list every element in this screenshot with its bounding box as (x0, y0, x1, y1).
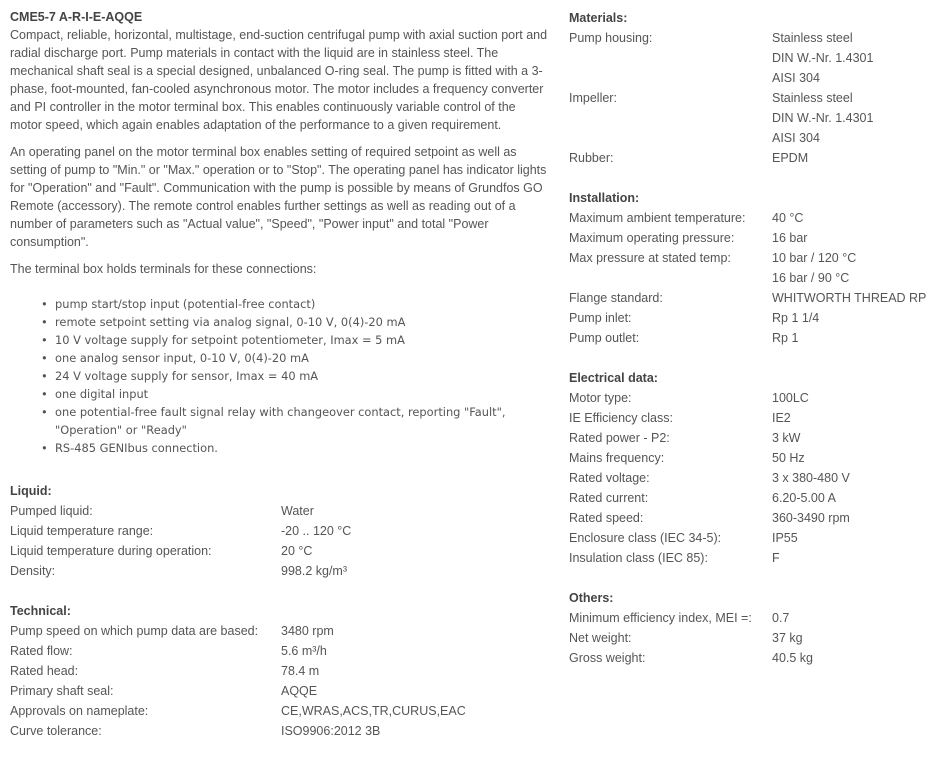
spec-row (569, 388, 943, 408)
spec-value: 40 °C (772, 211, 804, 225)
description-paragraph: Compact, reliable, horizontal, multistage, end-suction centrifugal pump with axial suction port and radial discharge port. Pump materials in contact with the liquid are in stainless steel. The mechanical shaft seal is a special designed, unbalanced O-ring seal. The pump is fitted with a 3-phase, foot-mounted, fan-cooled asynchronous motor. The motor includes a frequency converter and PI controller in the motor terminal box. This enables continuously variable control of the motor speed, which again enables adaptation of the performance to a given requirement. (10, 28, 548, 132)
spec-value: 6.20-5.00 A (772, 491, 836, 505)
spec-label: Maximum operating pressure: (569, 231, 735, 245)
spec-row (569, 548, 943, 568)
list-item: • pump start/stop input (potential-free contact) (55, 295, 550, 313)
spec-value (772, 28, 873, 88)
spec-value: 5.6 m³/h (281, 644, 327, 658)
spec-value: WHITWORTH THREAD RP (772, 291, 927, 305)
spec-row (569, 248, 943, 288)
spec-value-line: 10 bar / 120 °C (772, 251, 857, 265)
installation-section (569, 188, 943, 348)
specifications-column (569, 8, 943, 668)
spec-value: 20 °C (281, 544, 313, 558)
spec-label: Density: (10, 564, 56, 578)
spec-value: 100LC (772, 391, 809, 405)
spec-label: Impeller: (569, 91, 617, 105)
spec-row (569, 648, 943, 668)
spec-value: 3 kW (772, 431, 801, 445)
spec-value-line: Stainless steel (772, 91, 853, 105)
spec-row (569, 228, 943, 248)
section-title: Electrical data: (569, 371, 658, 385)
spec-row (10, 681, 550, 701)
spec-value: IP55 (772, 531, 798, 545)
list-item: • one digital input (55, 385, 550, 403)
section-title: Liquid: (10, 484, 52, 498)
list-item: • 10 V voltage supply for setpoint potentiometer, Imax = 5 mA (55, 331, 550, 349)
spec-value-line: AISI 304 (772, 71, 820, 85)
spec-label: Enclosure class (IEC 34-5): (569, 531, 722, 545)
spec-label: Rated flow: (10, 644, 73, 658)
spec-value-line: AISI 304 (772, 131, 820, 145)
list-item: • 24 V voltage supply for sensor, Imax = 40 mA (55, 367, 550, 385)
spec-value: 3 x 380-480 V (772, 471, 850, 485)
spec-row (10, 661, 550, 681)
description-paragraph: An operating panel on the motor terminal box enables setting of required setpoint as well as setting of pump to "Min." or "Max." operation or to "Stop". The operating panel has indicator lights for "Operation" and "Fault". Communication with the pump is possible by means of Grundfos GO Remote (accessory). The remote control enables further settings as well as reading out of a number of parameters such as "Actual value", "Speed", "Power input" and total "Power consumption". (10, 145, 547, 249)
section-title: Technical: (10, 604, 71, 618)
spec-label: IE Efficiency class: (569, 411, 673, 425)
spec-label: Rated speed: (569, 511, 644, 525)
spec-value: Rp 1 (772, 331, 799, 345)
spec-label: Mains frequency: (569, 451, 665, 465)
spec-value: Rp 1 1/4 (772, 311, 820, 325)
spec-label: Rated current: (569, 491, 649, 505)
spec-label: Pumped liquid: (10, 504, 93, 518)
product-description-column (10, 8, 550, 741)
materials-section (569, 8, 943, 168)
spec-row (10, 641, 550, 661)
spec-label: Net weight: (569, 631, 632, 645)
spec-value-line: 16 bar / 90 °C (772, 271, 850, 285)
spec-row (10, 621, 550, 641)
spec-row (569, 468, 943, 488)
product-title: CME5-7 A-R-I-E-AQQE (10, 10, 143, 24)
spec-row (569, 28, 943, 88)
list-item: • RS-485 GENIbus connection. (55, 439, 550, 457)
spec-label: Minimum efficiency index, MEI =: (569, 611, 752, 625)
spec-row (569, 608, 943, 628)
spec-label: Pump housing: (569, 31, 653, 45)
spec-value: Water (281, 504, 314, 518)
spec-row (10, 541, 550, 561)
spec-row (569, 288, 943, 308)
spec-value: CE,WRAS,ACS,TR,CURUS,EAC (281, 704, 466, 718)
spec-row (569, 448, 943, 468)
list-item: • one analog sensor input, 0-10 V, 0(4)-20 mA (55, 349, 550, 367)
spec-value: 78.4 m (281, 664, 320, 678)
spec-label: Curve tolerance: (10, 724, 102, 738)
spec-value: AQQE (281, 684, 318, 698)
spec-row (569, 428, 943, 448)
spec-value: 0.7 (772, 611, 790, 625)
spec-label: Motor type: (569, 391, 632, 405)
list-item: • remote setpoint setting via analog signal, 0-10 V, 0(4)-20 mA (55, 313, 550, 331)
spec-row (10, 561, 550, 581)
spec-label: Liquid temperature during operation: (10, 544, 212, 558)
spec-value: 37 kg (772, 631, 803, 645)
spec-label: Liquid temperature range: (10, 524, 154, 538)
spec-row (10, 501, 550, 521)
liquid-section (10, 481, 550, 581)
spec-value: 16 bar (772, 231, 808, 245)
spec-label: Approvals on nameplate: (10, 704, 149, 718)
section-title: Installation: (569, 191, 640, 205)
spec-label: Pump inlet: (569, 311, 632, 325)
spec-label: Pump outlet: (569, 331, 640, 345)
spec-row (569, 88, 943, 148)
electrical-section (569, 368, 943, 568)
technical-section (10, 601, 550, 741)
spec-value: 50 Hz (772, 451, 805, 465)
spec-label: Rated voltage: (569, 471, 650, 485)
spec-label: Maximum ambient temperature: (569, 211, 746, 225)
spec-label: Gross weight: (569, 651, 646, 665)
section-title: Materials: (569, 11, 628, 25)
spec-label: Primary shaft seal: (10, 684, 114, 698)
spec-row (569, 148, 943, 168)
spec-value: 3480 rpm (281, 624, 334, 638)
list-item: • one potential-free fault signal relay with changeover contact, reporting "Fault", "Operation" or "Ready" (55, 403, 550, 439)
spec-row (569, 408, 943, 428)
spec-row (569, 308, 943, 328)
spec-row (569, 208, 943, 228)
spec-value-line: DIN W.-Nr. 1.4301 (772, 111, 874, 125)
spec-row (10, 521, 550, 541)
spec-value: EPDM (772, 151, 809, 165)
spec-row (10, 721, 550, 741)
others-section (569, 588, 943, 668)
spec-label: Max pressure at stated temp: (569, 251, 731, 265)
spec-value: F (772, 551, 780, 565)
section-title: Others: (569, 591, 614, 605)
spec-label: Rated head: (10, 664, 79, 678)
spec-value: 998.2 kg/m³ (281, 564, 348, 578)
spec-value (772, 248, 856, 288)
spec-label: Insulation class (IEC 85): (569, 551, 708, 565)
spec-row (569, 528, 943, 548)
spec-row (569, 328, 943, 348)
spec-value-line: DIN W.-Nr. 1.4301 (772, 51, 874, 65)
spec-value: 360-3490 rpm (772, 511, 850, 525)
spec-value: ISO9906:2012 3B (281, 724, 381, 738)
spec-value: IE2 (772, 411, 791, 425)
spec-value-line: Stainless steel (772, 31, 853, 45)
spec-row (569, 508, 943, 528)
spec-value: -20 .. 120 °C (281, 524, 352, 538)
spec-label: Rubber: (569, 151, 614, 165)
spec-row (569, 628, 943, 648)
spec-row (569, 488, 943, 508)
spec-value (772, 88, 873, 148)
connections-list (10, 295, 550, 457)
spec-label: Pump speed on which pump data are based: (10, 624, 259, 638)
spec-value: 40.5 kg (772, 651, 814, 665)
spec-label: Flange standard: (569, 291, 663, 305)
spec-row (10, 701, 550, 721)
terminal-box-intro: The terminal box holds terminals for these connections: (10, 262, 317, 276)
spec-label: Rated power - P2: (569, 431, 670, 445)
